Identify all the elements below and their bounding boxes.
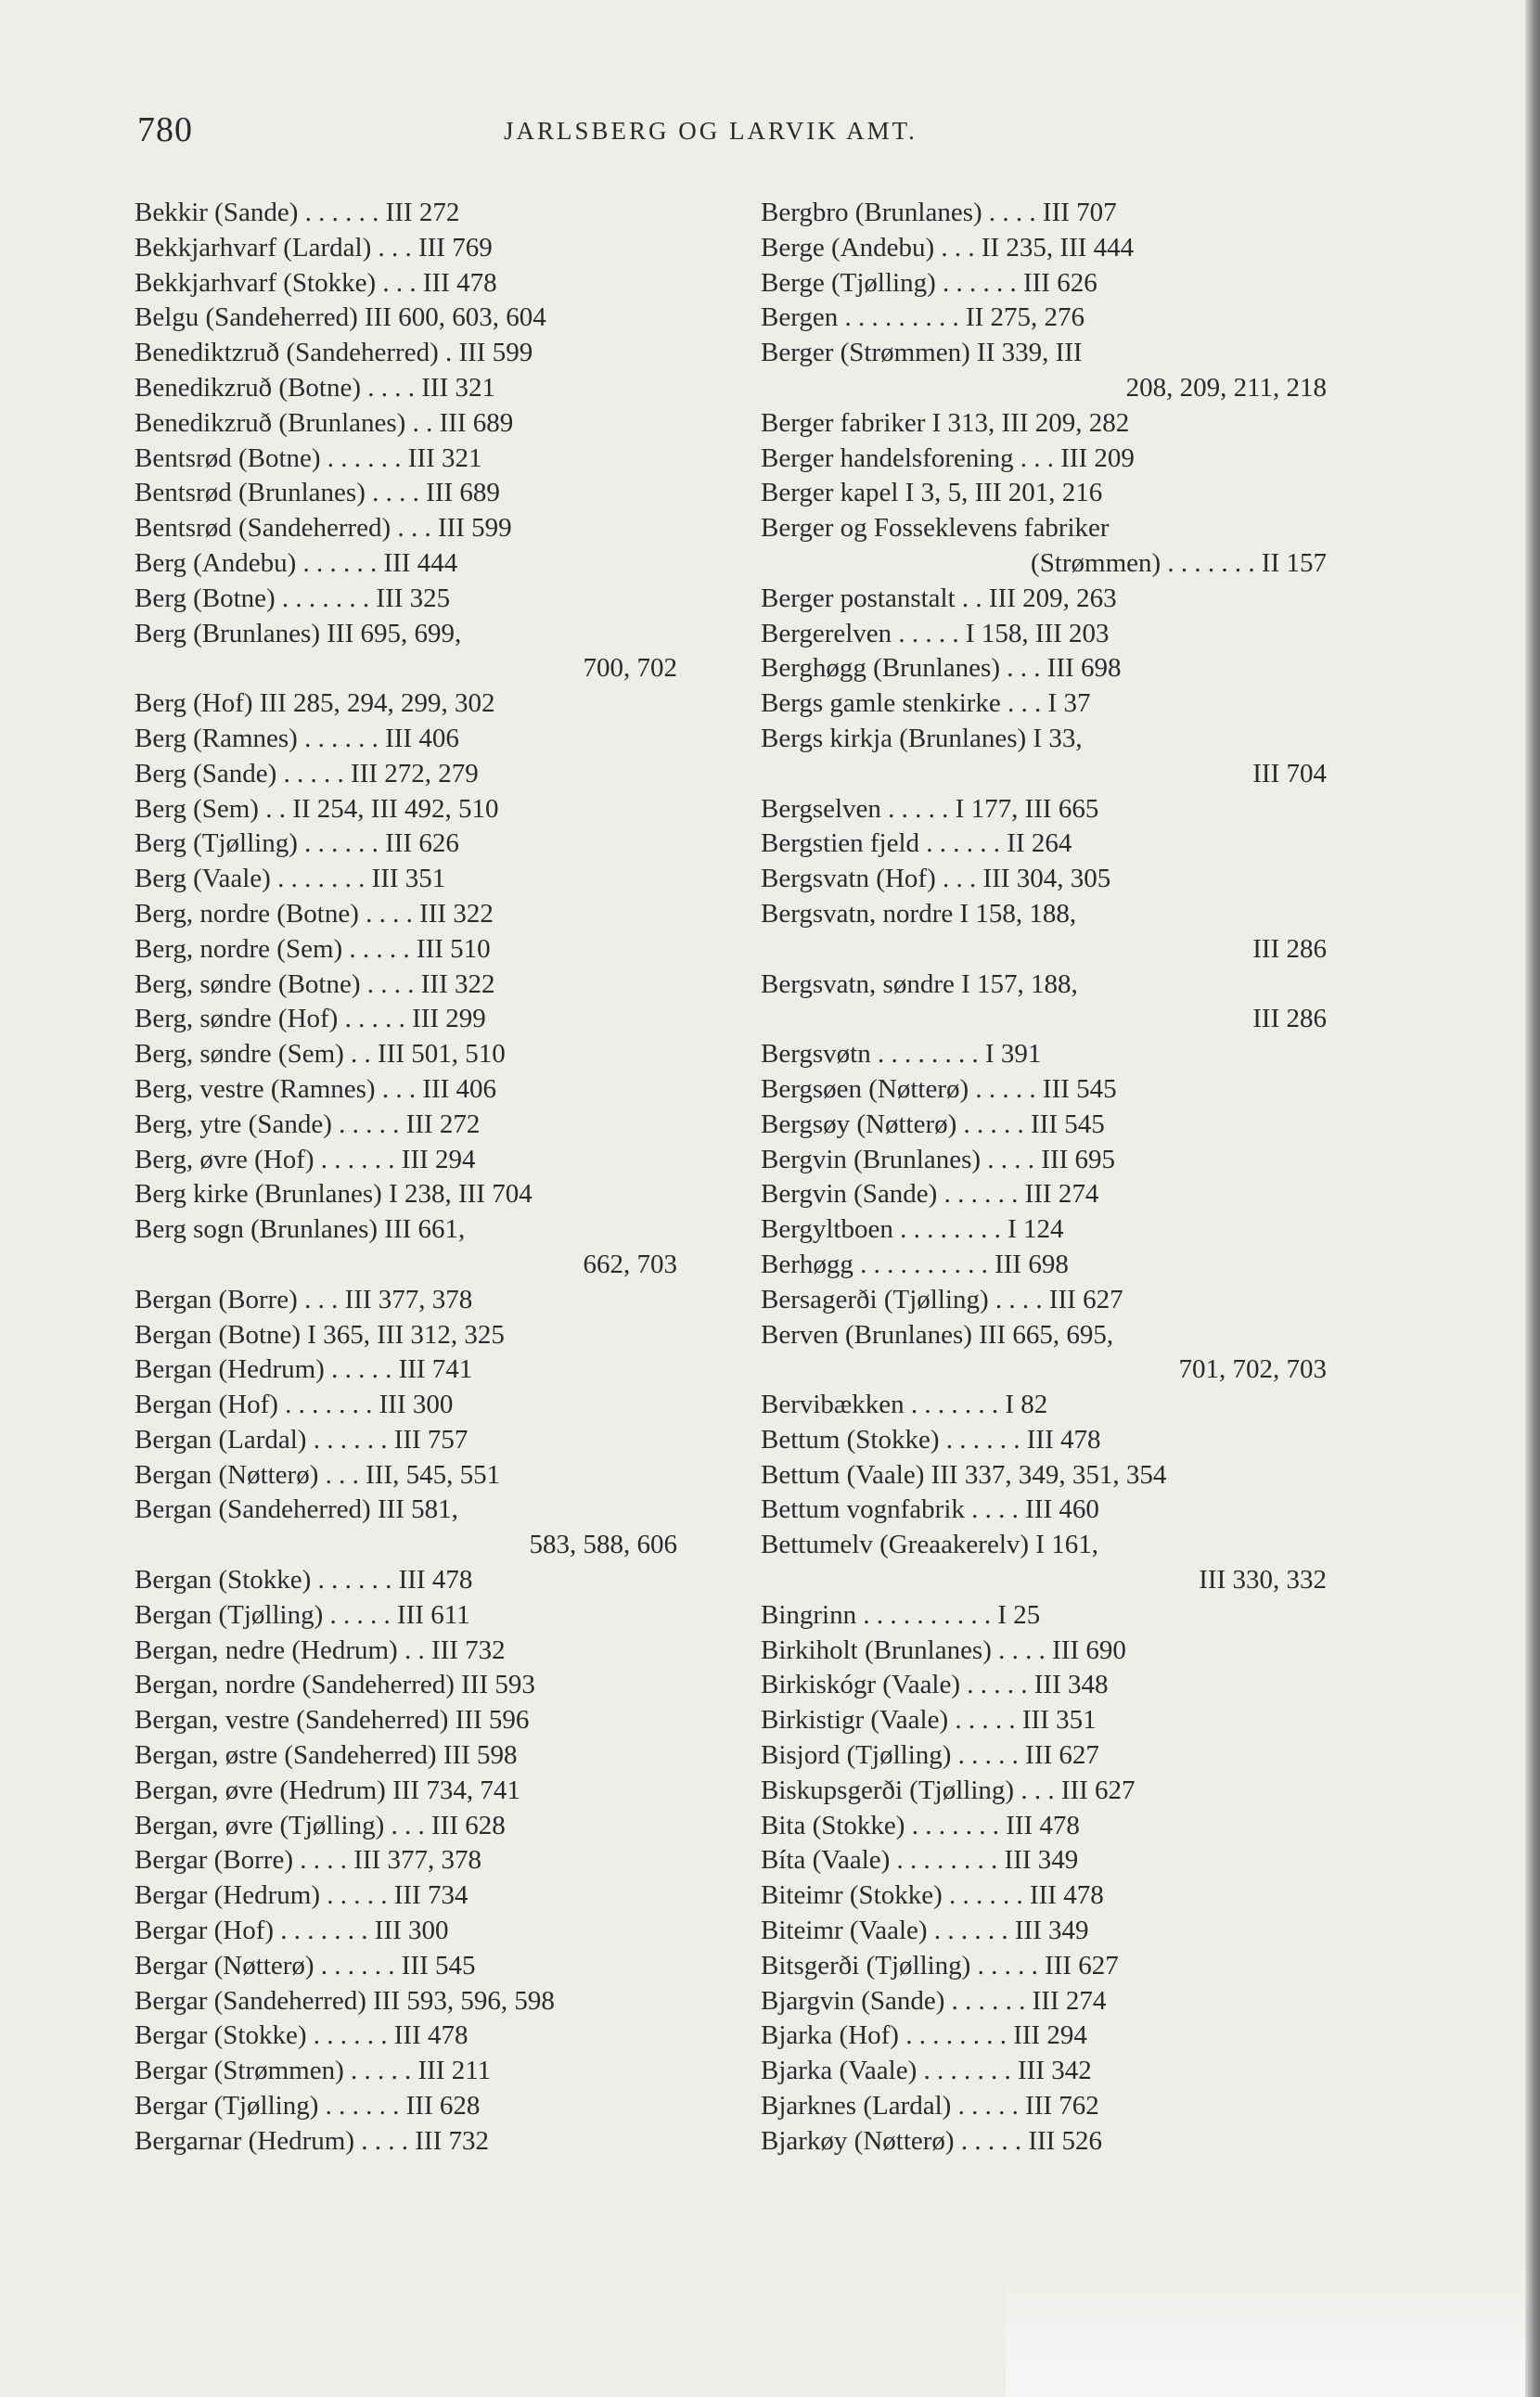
- index-entry: Bergar (Borre) . . . . III 377, 378: [135, 1845, 481, 1876]
- index-entry: Biskupsgerði (Tjølling) . . . III 627: [761, 1775, 1136, 1805]
- index-entry: Bersagerði (Tjølling) . . . . III 627: [761, 1284, 1123, 1314]
- index-entry-continuation: III 704: [1252, 758, 1327, 788]
- index-entry: Bettumelv (Greaakerelv) I 161,: [761, 1530, 1098, 1560]
- index-entry: Berger fabriker I 313, III 209, 282: [761, 407, 1130, 438]
- index-entry: Benedikzruð (Brunlanes) . . III 689: [135, 407, 514, 438]
- index-entry: Bergan (Botne) I 365, III 312, 325: [135, 1319, 505, 1350]
- index-entry-continuation: (Strømmen) . . . . . . . II 157: [1031, 547, 1327, 578]
- index-entry: Bergan, nordre (Sandeherred) III 593: [135, 1670, 535, 1700]
- index-entry: Berg (Brunlanes) III 695, 699,: [135, 618, 462, 648]
- index-entry: Bergvin (Sande) . . . . . . III 274: [761, 1179, 1099, 1210]
- index-entry: Berge (Andebu) . . . II 235, III 444: [761, 232, 1135, 263]
- index-entry: Bekkjarhvarf (Lardal) . . . III 769: [135, 232, 493, 263]
- index-entry: Bita (Stokke) . . . . . . . III 478: [761, 1810, 1080, 1840]
- index-entry: Berg (Sande) . . . . . III 272, 279: [135, 758, 479, 788]
- index-entry: Bentsrød (Sandeherred) . . . III 599: [135, 513, 512, 544]
- index-entry: Berg, ytre (Sande) . . . . . III 272: [135, 1109, 481, 1139]
- index-entry: Berg (Ramnes) . . . . . . III 406: [135, 723, 459, 753]
- index-entry: Bettum (Stokke) . . . . . . III 478: [761, 1424, 1101, 1455]
- index-entry: Berger (Strømmen) II 339, III: [761, 338, 1083, 368]
- index-entry: Berger kapel I 3, 5, III 201, 216: [761, 478, 1103, 508]
- index-entry-continuation: 700, 702: [583, 653, 677, 684]
- index-entry: Bergsøy (Nøtterø) . . . . . III 545: [761, 1109, 1105, 1139]
- index-entry: Belgu (Sandeherred) III 600, 603, 604: [135, 302, 546, 333]
- index-entry: Birkiskógr (Vaale) . . . . . III 348: [761, 1670, 1109, 1700]
- index-entry: Bíta (Vaale) . . . . . . . . III 349: [761, 1845, 1079, 1876]
- index-column-right: [761, 196, 1364, 2160]
- index-entry: Bergan (Tjølling) . . . . . III 611: [135, 1599, 470, 1630]
- index-entry: Berven (Brunlanes) III 665, 695,: [761, 1319, 1114, 1350]
- index-entry: Berg (Andebu) . . . . . . III 444: [135, 547, 458, 578]
- index-entry: Bergs kirkja (Brunlanes) I 33,: [761, 723, 1083, 753]
- index-entry: Berg (Botne) . . . . . . . III 325: [135, 583, 451, 613]
- index-entry: Bergbro (Brunlanes) . . . . III 707: [761, 198, 1117, 227]
- index-entry-continuation: III 286: [1252, 1004, 1327, 1034]
- index-entry: Bettum vognfabrik . . . . III 460: [761, 1494, 1099, 1525]
- page-number: 780: [137, 110, 193, 149]
- index-entry: Berg, søndre (Botne) . . . . III 322: [135, 968, 495, 999]
- index-entry: Berg, søndre (Hof) . . . . . III 299: [135, 1004, 486, 1034]
- index-entry: Berg, søndre (Sem) . . III 501, 510: [135, 1039, 506, 1070]
- index-entry: Bjarka (Hof) . . . . . . . . III 294: [761, 2020, 1087, 2051]
- index-entry: Berge (Tjølling) . . . . . . III 626: [761, 267, 1097, 298]
- index-entry: Bergsøen (Nøtterø) . . . . . III 545: [761, 1073, 1117, 1104]
- index-entry: Bergan (Hedrum) . . . . . III 741: [135, 1354, 473, 1385]
- index-entry: Berger postanstalt . . III 209, 263: [761, 583, 1117, 613]
- running-title: JARLSBERG OG LARVIK AMT.: [504, 117, 918, 145]
- index-entry: Bergerelven . . . . . I 158, III 203: [761, 618, 1110, 648]
- index-entry: Bergan (Stokke) . . . . . . III 478: [135, 1565, 473, 1596]
- index-entry: Bervibækken . . . . . . . I 82: [761, 1390, 1048, 1420]
- index-entry: Berg (Vaale) . . . . . . . III 351: [135, 864, 446, 894]
- index-entry-continuation: 208, 209, 211, 218: [1125, 372, 1327, 403]
- index-entry: Biteimr (Vaale) . . . . . . III 349: [761, 1916, 1089, 1946]
- index-entry: Bergan (Lardal) . . . . . . III 757: [135, 1424, 468, 1455]
- index-entry: Berg, nordre (Botne) . . . . III 322: [135, 898, 494, 929]
- index-entry: Bergsvøtn . . . . . . . . I 391: [761, 1039, 1042, 1070]
- index-entry-continuation: III 330, 332: [1199, 1565, 1327, 1596]
- index-entry: Bjarkøy (Nøtterø) . . . . . III 526: [761, 2125, 1103, 2156]
- index-entry: Berg, nordre (Sem) . . . . . III 510: [135, 933, 491, 964]
- index-entry: Bergar (Strømmen) . . . . . III 211: [135, 2056, 492, 2086]
- index-entry: Bergan (Borre) . . . III 377, 378: [135, 1284, 473, 1314]
- index-entry: Bergyltboen . . . . . . . . I 124: [761, 1214, 1064, 1245]
- index-entry: Bekkir (Sande) . . . . . . III 272: [135, 198, 460, 227]
- index-entry: Berg sogn (Brunlanes) III 661,: [135, 1214, 466, 1245]
- index-entry: Bergen . . . . . . . . . II 275, 276: [761, 302, 1085, 333]
- index-entry-continuation: 701, 702, 703: [1178, 1354, 1327, 1385]
- index-entry: Bergan, vestre (Sandeherred) III 596: [135, 1705, 530, 1736]
- index-entry: Berghøgg (Brunlanes) . . . III 698: [761, 653, 1122, 684]
- index-entry: Bergar (Hof) . . . . . . . III 300: [135, 1916, 449, 1946]
- index-entry: Birkistigr (Vaale) . . . . . III 351: [761, 1705, 1097, 1736]
- index-entry: Benedikzruð (Botne) . . . . III 321: [135, 372, 495, 403]
- index-entry: Bergvin (Brunlanes) . . . . III 695: [761, 1144, 1116, 1174]
- index-entry: Bergar (Hedrum) . . . . . III 734: [135, 1880, 468, 1911]
- index-entry: Bergstien fjeld . . . . . . II 264: [761, 828, 1072, 859]
- index-entry: Benediktzruð (Sandeherred) . III 599: [135, 338, 533, 368]
- index-entry: Bingrinn . . . . . . . . . . I 25: [761, 1599, 1041, 1630]
- index-entry: Berhøgg . . . . . . . . . . III 698: [761, 1249, 1069, 1279]
- index-entry: Bergan, nedre (Hedrum) . . III 732: [135, 1634, 506, 1665]
- index-entry: Bergsvatn, søndre I 157, 188,: [761, 968, 1078, 999]
- index-entry: Bjarka (Vaale) . . . . . . . III 342: [761, 2056, 1092, 2086]
- index-entry: Bisjord (Tjølling) . . . . . III 627: [761, 1740, 1099, 1771]
- index-column-left: [135, 196, 728, 2160]
- index-entry: Berg (Tjølling) . . . . . . III 626: [135, 828, 459, 859]
- page-corner-shadow: [1006, 2258, 1525, 2397]
- page-header: [137, 109, 1343, 156]
- index-entry: Bjargvin (Sande) . . . . . . III 274: [761, 1985, 1107, 2016]
- index-entry: Bergar (Tjølling) . . . . . . III 628: [135, 2091, 481, 2121]
- index-entry: Bjarknes (Lardal) . . . . . III 762: [761, 2091, 1099, 2121]
- index-entry: Bergar (Nøtterø) . . . . . . III 545: [135, 1950, 476, 1980]
- index-entry-continuation: 662, 703: [583, 1249, 677, 1279]
- index-entry: Berg, øvre (Hof) . . . . . . III 294: [135, 1144, 476, 1174]
- index-entry: Bekkjarhvarf (Stokke) . . . III 478: [135, 267, 497, 298]
- index-entry: Berg kirke (Brunlanes) I 238, III 704: [135, 1179, 533, 1210]
- index-entry: Bettum (Vaale) III 337, 349, 351, 354: [761, 1459, 1167, 1490]
- index-entry: Bergan (Nøtterø) . . . III, 545, 551: [135, 1459, 501, 1490]
- index-entry: Berger handelsforening . . . III 209: [761, 442, 1135, 473]
- index-entry: Berger og Fosseklevens fabriker: [761, 513, 1110, 544]
- index-entry: Biteimr (Stokke) . . . . . . III 478: [761, 1880, 1104, 1911]
- index-entry: Bergsvatn, nordre I 158, 188,: [761, 898, 1077, 929]
- index-entry: Bentsrød (Brunlanes) . . . . III 689: [135, 478, 500, 508]
- index-entry-continuation: III 286: [1252, 933, 1327, 964]
- index-entry: Bergselven . . . . . I 177, III 665: [761, 793, 1099, 824]
- index-entry: Berg, vestre (Ramnes) . . . III 406: [135, 1073, 497, 1104]
- index-entry: Bergsvatn (Hof) . . . III 304, 305: [761, 864, 1111, 894]
- index-entry-continuation: 583, 588, 606: [529, 1530, 677, 1560]
- index-entry: Bergs gamle stenkirke . . . I 37: [761, 688, 1091, 719]
- page-edge: [1525, 0, 1540, 2397]
- index-entry: Bergan, øvre (Tjølling) . . . III 628: [135, 1810, 506, 1840]
- index-entry: Bitsgerði (Tjølling) . . . . . III 627: [761, 1950, 1119, 1980]
- index-entry: Bergan, østre (Sandeherred) III 598: [135, 1740, 518, 1771]
- index-entry: Bergar (Stokke) . . . . . . III 478: [135, 2020, 468, 2051]
- index-entry: Bergan (Sandeherred) III 581,: [135, 1494, 458, 1525]
- index-entry: Berg (Hof) III 285, 294, 299, 302: [135, 688, 495, 719]
- index-entry: Bergan (Hof) . . . . . . . III 300: [135, 1390, 454, 1420]
- index-entry: Bergar (Sandeherred) III 593, 596, 598: [135, 1985, 555, 2016]
- index-entry: Bergan, øvre (Hedrum) III 734, 741: [135, 1775, 520, 1805]
- index-entry: Birkiholt (Brunlanes) . . . . III 690: [761, 1634, 1126, 1665]
- index-entry: Berg (Sem) . . II 254, III 492, 510: [135, 793, 499, 824]
- index-entry: Bergarnar (Hedrum) . . . . III 732: [135, 2125, 489, 2156]
- index-entry: Bentsrød (Botne) . . . . . . III 321: [135, 442, 482, 473]
